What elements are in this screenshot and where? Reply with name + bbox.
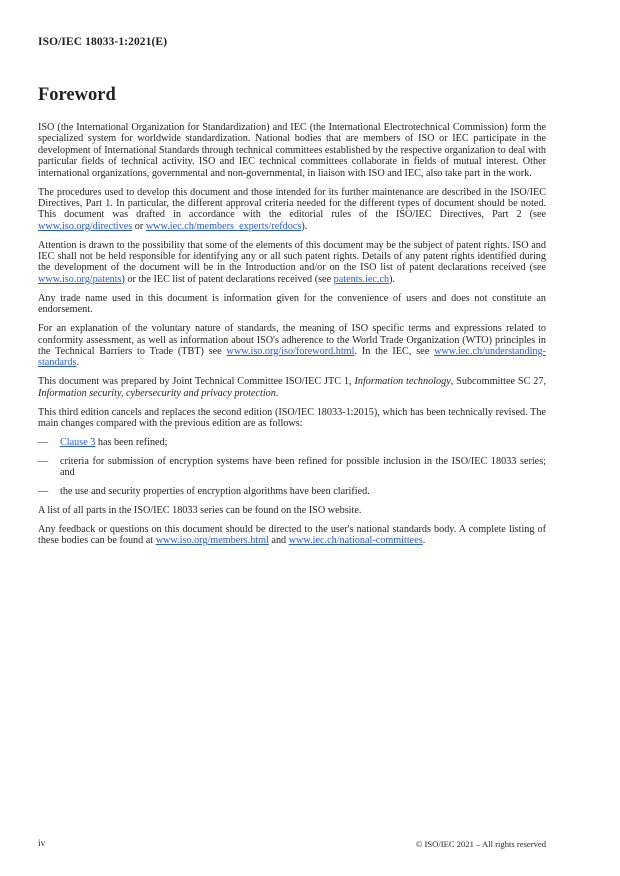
paragraph-patents: Attention is drawn to the possibility that some of the elements of this document may be the subject of patent rights. ISO and IEC shall not be held responsible for identifying any or all such patent rights. Details of any patent rights identified during the development of the document will be in the Introduction and/or on the ISO list of patent declarations received (see www.iso.org/patents) or the IEC list of patent declarations received (see patents.iec.ch). (38, 239, 546, 285)
link-iso-directives[interactable]: www.iso.org/directives (38, 220, 133, 232)
dash-bullet: — (38, 486, 49, 498)
changes-list (38, 437, 546, 498)
page-title: Foreword (38, 85, 116, 105)
paragraph-feedback: Any feedback or questions on this document should be directed to the user's national standards body. A complete listing of these bodies can be found at www.iso.org/members.html and www.iec.ch/national-committees. (38, 523, 546, 547)
link-iso-patents[interactable]: www.iso.org/patents (38, 273, 122, 285)
paragraph-iso-iec-intro: ISO (the International Organization for Standardization) and IEC (the International Electrotechnical Commission) form the specialized system for worldwide standardization. National bodies that are members of ISO or IEC participate in the development of International Standards through technical committees established by the respective organization to deal with particular fields of technical activity. ISO and IEC technical committees collaborate in fields of mutual interest. Other international organizations, governmental and non-governmental, in liaison with ISO and IEC, also take part in the work. (38, 122, 546, 179)
link-iec-understanding-standards[interactable]: www.iec.ch/understanding-standards (38, 345, 546, 369)
list-item: — criteria for submission of encryption systems have been refined for possible inclusion in the ISO/IEC 18033 series; and (38, 455, 546, 479)
dash-bullet: — (38, 455, 49, 467)
link-iso-members[interactable]: www.iso.org/members.html (155, 535, 269, 547)
link-iec-national-committees[interactable]: www.iec.ch/national-committees (288, 535, 423, 547)
paragraph-prepared-by: This document was prepared by Joint Technical Committee ISO/IEC JTC 1, Information technology, Subcommittee SC 27, Information security, cybersecurity and privacy protection. (38, 376, 547, 399)
paragraph-procedures: The procedures used to develop this document and those intended for its further maintenance are described in the ISO/IEC Directives, Part 1. In particular, the different approval criteria needed for the different types of document should be noted. This document was drafted in accordance with the editorial rules of the ISO/IEC Directives, Part 2 (see www.iso.org/directives or www.iec.ch/members_experts/refdocs). (38, 186, 546, 232)
document-id-header: ISO/IEC 18033-1:2021(E) (38, 36, 168, 48)
link-iec-refdocs[interactable]: www.iec.ch/members_experts/refdocs (145, 220, 302, 232)
dash-bullet: — (38, 436, 49, 448)
copyright-notice: © ISO/IEC 2021 – All rights reserved (415, 839, 546, 849)
list-item: — the use and security properties of encryption algorithms have been clarified. (38, 486, 370, 498)
paragraph-trade-name: Any trade name used in this document is information given for the convenience of users and does not constitute an endorsement. (38, 292, 546, 316)
foreword-body (38, 122, 546, 554)
list-item: — Clause 3 has been refined; (38, 436, 168, 448)
paragraph-series-list: A list of all parts in the ISO/IEC 18033 series can be found on the ISO website. (38, 504, 362, 516)
paragraph-edition: This third edition cancels and replaces the second edition (ISO/IEC 18033-1:2015), which has been technically revised. The main changes compared with the previous edition are as follows: (38, 406, 546, 429)
link-clause-3[interactable]: Clause 3 (60, 436, 96, 448)
link-iec-patents[interactable]: patents.iec.ch (333, 273, 390, 285)
link-iso-foreword[interactable]: www.iso.org/iso/foreword.html (226, 345, 355, 357)
paragraph-voluntary-nature: For an explanation of the voluntary nature of standards, the meaning of ISO specific terms and expressions related to conformity assessment, as well as information about ISO's adherence to the World Trade Organization (WTO) principles in the Technical Barriers to Trade (TBT) see www.iso.org/iso/foreword.html. In the IEC, see www.iec.ch/understanding-standards. (38, 323, 546, 369)
page-number: iv (38, 839, 46, 849)
